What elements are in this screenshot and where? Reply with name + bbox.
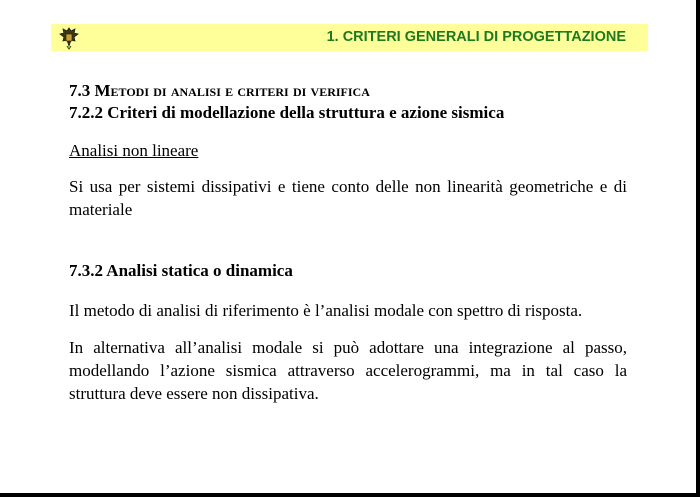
eagle-emblem-icon [58,26,80,50]
section-heading-2: 7.3.2 Analisi statica o dinamica [69,261,293,280]
header-bar [51,24,648,51]
paragraph-1: Si usa per sistemi dissipativi e tiene conto delle non linearità geometriche e di materiale [69,177,627,219]
section-title: 7.3 Metodi di analisi e criteri di verifica [69,81,370,100]
paragraph-3: In alternativa all’analisi modale si può adottare una integrazione al passo, modellando l’azione sismica attraverso accelerogrammi, ma in tal caso la struttura deve essere non dissipativa. [69,338,627,403]
content [69,80,627,405]
paragraph-2: Il metodo di analisi di riferimento è l’analisi modale con spettro di risposta. [69,301,583,320]
topic-heading: Analisi non lineare [69,141,199,160]
header-title: 1. CRITERI GENERALI DI PROGETTAZIONE [326,29,626,45]
subsection-title: 7.2.2 Criteri di modellazione della struttura e azione sismica [69,103,505,122]
